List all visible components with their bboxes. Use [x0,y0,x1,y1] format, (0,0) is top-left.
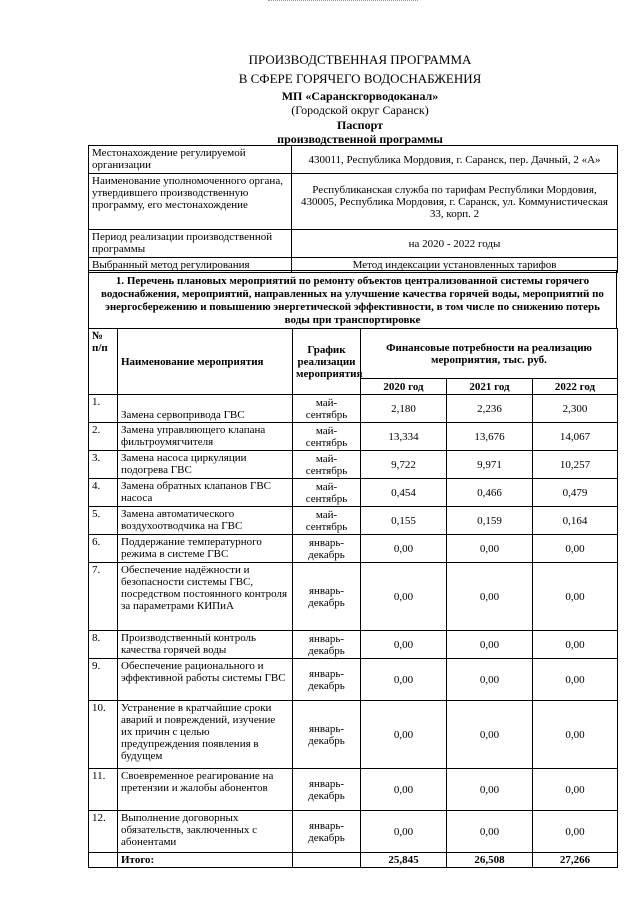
measure-name: Своевременное реагирование на претензии и жалобы абонентов [118,769,293,811]
passport-value: 430011, Республика Мордовия, г. Саранск, пер. Дачный, 2 «А» [292,146,618,174]
value-2022: 0,00 [533,563,618,631]
passport-label: Наименование уполномоченного органа, утвердившего производственную программу, его местонахождение [89,174,292,230]
total-2021: 26,508 [447,853,533,868]
total-schedule-cell [293,853,361,868]
value-2022: 0,00 [533,701,618,769]
year-header: 2020 год [361,379,447,395]
passport-value: Метод индексации установленных тарифов [292,258,618,273]
scan-artifact-line [268,0,418,3]
row-number: 10. [89,701,118,769]
passport-subtitle: производственной программы [277,132,443,146]
value-2020: 2,180 [361,395,447,423]
value-2020: 0,00 [361,563,447,631]
row-number: 8. [89,631,118,659]
value-2021: 0,00 [447,535,533,563]
value-2020: 0,00 [361,659,447,701]
value-2022: 0,164 [533,507,618,535]
value-2021: 0,466 [447,479,533,507]
total-2020: 25,845 [361,853,447,868]
table-row [89,659,618,701]
value-2020: 0,00 [361,811,447,853]
passport-value: Республиканская служба по тарифам Республики Мордовия, 430005, Республика Мордовия, г. Саранск, ул. Коммунистическая 33, корп. 2 [292,174,618,230]
table-row [89,451,618,479]
passport-table [88,145,618,273]
table-row [89,701,618,769]
col-name-header: Наименование мероприятия [118,329,293,395]
col-finance-header: Финансовые потребности на реализацию мероприятия, тыс. руб. [361,329,618,379]
section-heading: 1. Перечень плановых мероприятий по ремонту объектов централизованной системы горячего водоснабжения, мероприятий, направленных на улучшение качества горячей воды, мероприятий по энергосбережению и повышению энергетической эффективности, в том числе по снижению потерь воды при транспортировке [88,270,617,328]
measure-schedule: январь-декабрь [293,563,361,631]
measure-schedule: январь-декабрь [293,701,361,769]
table-row [89,507,618,535]
value-2022: 0,00 [533,659,618,701]
value-2021: 9,971 [447,451,533,479]
value-2022: 2,300 [533,395,618,423]
measure-name: Выполнение договорных обязательств, заключенных с абонентами [118,811,293,853]
value-2020: 0,454 [361,479,447,507]
value-2022: 0,00 [533,631,618,659]
measures-table [88,328,618,868]
measure-name: Поддержание температурного режима в системе ГВС [118,535,293,563]
total-label: Итого: [118,853,293,868]
measure-name: Замена сервопривода ГВС [118,395,293,423]
value-2020: 0,155 [361,507,447,535]
table-row [89,395,618,423]
measure-schedule: январь-декабрь [293,659,361,701]
value-2021: 0,00 [447,701,533,769]
total-row [89,853,618,868]
table-row [89,811,618,853]
table-row [89,479,618,507]
measure-name: Замена автоматического воздухоотводчика на ГВС [118,507,293,535]
row-number: 4. [89,479,118,507]
table-header-row [89,329,618,379]
value-2021: 0,00 [447,659,533,701]
measure-name: Обеспечение рационального и эффективной работы системы ГВС [118,659,293,701]
passport-title: Паспорт [337,118,383,132]
table-row [89,563,618,631]
measure-name: Замена управляющего клапана фильтроумягчителя [118,423,293,451]
measure-schedule: январь-декабрь [293,769,361,811]
measure-schedule: январь-декабрь [293,631,361,659]
row-number: 7. [89,563,118,631]
value-2021: 0,00 [447,769,533,811]
value-2022: 0,00 [533,769,618,811]
value-2020: 13,334 [361,423,447,451]
value-2021: 0,159 [447,507,533,535]
total-2022: 27,266 [533,853,618,868]
measure-schedule: май-сентябрь [293,423,361,451]
row-number: 12. [89,811,118,853]
passport-label: Местонахождение регулируемой организации [89,146,292,174]
value-2020: 0,00 [361,631,447,659]
table-row [89,631,618,659]
value-2020: 0,00 [361,769,447,811]
col-num-header: № п/п [89,329,118,395]
measure-schedule: май-сентябрь [293,507,361,535]
table-row [89,423,618,451]
measure-name: Замена насоса циркуляции подогрева ГВС [118,451,293,479]
row-number: 1. [89,395,118,423]
value-2021: 0,00 [447,631,533,659]
row-number: 6. [89,535,118,563]
value-2022: 0,00 [533,535,618,563]
value-2021: 13,676 [447,423,533,451]
table-row [89,769,618,811]
program-title: ПРОИЗВОДСТВЕННАЯ ПРОГРАММА [248,52,472,67]
total-num-cell [89,853,118,868]
passport-row [89,174,618,230]
measure-schedule: май-сентябрь [293,479,361,507]
row-number: 2. [89,423,118,451]
value-2022: 10,257 [533,451,618,479]
table-row [89,535,618,563]
year-header: 2021 год [447,379,533,395]
value-2022: 14,067 [533,423,618,451]
passport-label: Выбранный метод регулирования [89,258,292,273]
value-2020: 0,00 [361,535,447,563]
organization-name: МП «Саранскгорводоканал» [281,89,439,103]
measure-name: Устранение в кратчайшие сроки аварий и повреждений, изучение их причин с целью предупреждения появления в будущем [118,701,293,769]
value-2021: 0,00 [447,811,533,853]
value-2022: 0,00 [533,811,618,853]
row-number: 3. [89,451,118,479]
col-schedule-header: График реализации мероприятия [293,329,361,395]
measure-schedule: май-сентябрь [293,451,361,479]
passport-value: на 2020 - 2022 годы [292,230,618,258]
year-header: 2022 год [533,379,618,395]
program-subtitle: В СФЕРЕ ГОРЯЧЕГО ВОДОСНАБЖЕНИЯ [238,71,482,86]
passport-label: Период реализации производственной программы [89,230,292,258]
measure-schedule: январь-декабрь [293,535,361,563]
row-number: 9. [89,659,118,701]
value-2021: 0,00 [447,563,533,631]
measure-schedule: май-сентябрь [293,395,361,423]
value-2021: 2,236 [447,395,533,423]
row-number: 11. [89,769,118,811]
measure-name: Производственный контроль качества горячей воды [118,631,293,659]
row-number: 5. [89,507,118,535]
passport-row [89,146,618,174]
passport-row [89,230,618,258]
value-2020: 9,722 [361,451,447,479]
measure-schedule: январь-декабрь [293,811,361,853]
value-2020: 0,00 [361,701,447,769]
district-name: (Городской округ Саранск) [291,103,429,117]
measure-name: Замена обратных клапанов ГВС насоса [118,479,293,507]
measure-name: Обеспечение надёжности и безопасности системы ГВС, посредством постоянного контроля за параметрами КИПиА [118,563,293,631]
value-2022: 0,479 [533,479,618,507]
